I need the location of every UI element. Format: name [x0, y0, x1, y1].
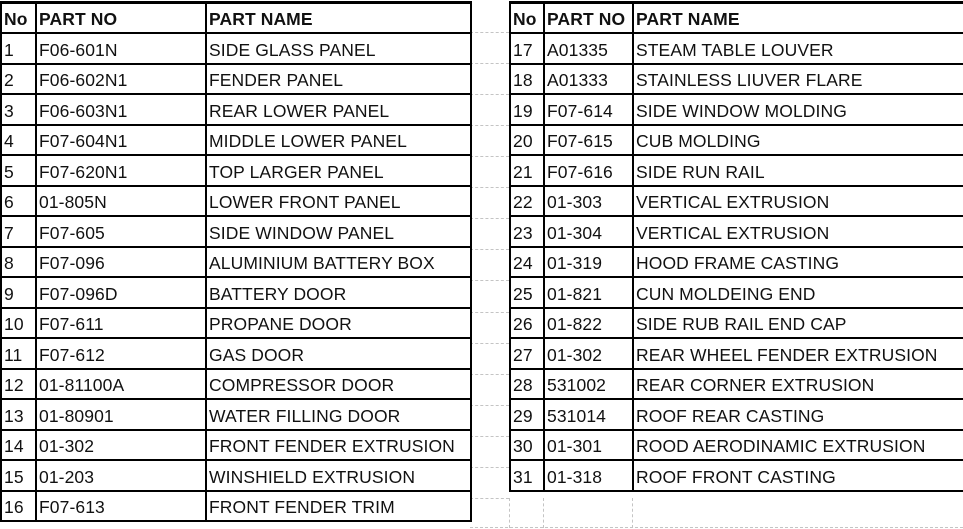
table-row: [1, 460, 471, 491]
cell-part-name: FENDER PANEL: [206, 64, 471, 95]
gridline: [470, 32, 509, 33]
cell-part-name: CUB MOLDING: [633, 125, 963, 156]
column-header-part-name: PART NAME: [633, 3, 963, 34]
table-row: [510, 186, 963, 217]
cell-part-name: FRONT FENDER EXTRUSION: [206, 430, 471, 461]
cell-part-no: F07-614: [544, 94, 633, 125]
cell-part-name: CUN MOLDEING END: [633, 277, 963, 308]
cell-no: 28: [510, 369, 544, 400]
cell-part-name: TOP LARGER PANEL: [206, 155, 471, 186]
gridline: [470, 405, 509, 406]
table-row: [1, 277, 471, 308]
cell-no: 7: [1, 216, 36, 247]
gridline: [470, 280, 509, 281]
table-row: [510, 155, 963, 186]
cell-part-name: SIDE RUB RAIL END CAP: [633, 308, 963, 339]
cell-part-name: MIDDLE LOWER PANEL: [206, 125, 471, 156]
cell-part-no: F07-615: [544, 125, 633, 156]
cell-part-no: F07-616: [544, 155, 633, 186]
cell-no: 22: [510, 186, 544, 217]
cell-part-no: 531002: [544, 369, 633, 400]
cell-no: 24: [510, 247, 544, 278]
gridline: [470, 187, 509, 188]
cell-part-no: 01-302: [544, 338, 633, 369]
cell-no: 3: [1, 94, 36, 125]
cell-no: 27: [510, 338, 544, 369]
cell-part-no: A01333: [544, 64, 633, 95]
cell-part-no: F06-603N1: [36, 94, 206, 125]
cell-part-no: 01-301: [544, 430, 633, 461]
cell-no: 16: [1, 491, 36, 522]
cell-part-no: 01-821: [544, 277, 633, 308]
gridline: [509, 498, 510, 528]
table-row: [510, 216, 963, 247]
parts-table-right: [509, 1, 963, 492]
cell-part-no: F07-096: [36, 247, 206, 278]
cell-no: 12: [1, 369, 36, 400]
table-row: [510, 308, 963, 339]
cell-no: 4: [1, 125, 36, 156]
cell-part-name: PROPANE DOOR: [206, 308, 471, 339]
cell-part-name: ROOD AERODINAMIC EXTRUSION: [633, 430, 963, 461]
cell-no: 5: [1, 155, 36, 186]
column-header-part-no: PART NO: [544, 3, 633, 34]
gridline: [470, 63, 509, 64]
cell-part-no: F07-620N1: [36, 155, 206, 186]
gridline: [470, 436, 509, 437]
cell-part-name: SIDE WINDOW MOLDING: [633, 94, 963, 125]
table-row: [1, 94, 471, 125]
cell-part-name: SIDE GLASS PANEL: [206, 33, 471, 64]
cell-part-no: 01-302: [36, 430, 206, 461]
table-row: [1, 155, 471, 186]
table-row: [510, 64, 963, 95]
cell-part-no: F07-612: [36, 338, 206, 369]
table-row: [1, 33, 471, 64]
table-row: [510, 247, 963, 278]
cell-part-no: F07-604N1: [36, 125, 206, 156]
column-header-part-no: PART NO: [36, 3, 206, 34]
cell-part-name: SIDE RUN RAIL: [633, 155, 963, 186]
cell-part-name: STEAM TABLE LOUVER: [633, 33, 963, 64]
table-row: [1, 430, 471, 461]
cell-part-no: F07-611: [36, 308, 206, 339]
cell-no: 18: [510, 64, 544, 95]
cell-part-no: F06-602N1: [36, 64, 206, 95]
cell-part-name: VERTICAL EXTRUSION: [633, 216, 963, 247]
cell-no: 2: [1, 64, 36, 95]
cell-part-no: 01-81100A: [36, 369, 206, 400]
cell-part-name: GAS DOOR: [206, 338, 471, 369]
cell-part-no: 01-80901: [36, 399, 206, 430]
cell-part-name: WATER FILLING DOOR: [206, 399, 471, 430]
cell-no: 19: [510, 94, 544, 125]
table-row: [510, 338, 963, 369]
gridline: [470, 125, 509, 126]
cell-no: 30: [510, 430, 544, 461]
cell-no: 11: [1, 338, 36, 369]
cell-part-no: 01-319: [544, 247, 633, 278]
cell-part-name: HOOD FRAME CASTING: [633, 247, 963, 278]
cell-no: 29: [510, 399, 544, 430]
cell-no: 25: [510, 277, 544, 308]
table-row: [1, 64, 471, 95]
cell-part-no: F07-605: [36, 216, 206, 247]
cell-no: 14: [1, 430, 36, 461]
table-row: [1, 216, 471, 247]
cell-part-no: 01-318: [544, 460, 633, 491]
table-row: [510, 369, 963, 400]
column-header-no: No: [510, 3, 544, 34]
table-header-row: [510, 3, 963, 34]
table-row: [510, 125, 963, 156]
cell-no: 9: [1, 277, 36, 308]
cell-part-no: 01-822: [544, 308, 633, 339]
cell-part-name: ROOF FRONT CASTING: [633, 460, 963, 491]
table-row: [1, 247, 471, 278]
cell-part-no: 01-203: [36, 460, 206, 491]
cell-no: 10: [1, 308, 36, 339]
table-row: [1, 369, 471, 400]
gridline: [470, 94, 509, 95]
table-row: [1, 186, 471, 217]
cell-part-name: FRONT FENDER TRIM: [206, 491, 471, 522]
cell-part-name: REAR LOWER PANEL: [206, 94, 471, 125]
table-row: [1, 308, 471, 339]
table-row: [1, 125, 471, 156]
cell-part-name: STAINLESS LIUVER FLARE: [633, 64, 963, 95]
gridline: [470, 343, 509, 344]
gridline: [470, 498, 509, 499]
table-row: [510, 94, 963, 125]
parts-table-left: [0, 1, 472, 522]
cell-no: 17: [510, 33, 544, 64]
cell-no: 1: [1, 33, 36, 64]
cell-no: 20: [510, 125, 544, 156]
cell-part-no: A01335: [544, 33, 633, 64]
cell-no: 13: [1, 399, 36, 430]
gridline: [470, 156, 509, 157]
cell-part-no: 531014: [544, 399, 633, 430]
cell-no: 31: [510, 460, 544, 491]
cell-part-no: F07-613: [36, 491, 206, 522]
cell-part-no: F06-601N: [36, 33, 206, 64]
table-row: [510, 460, 963, 491]
gridline: [543, 498, 544, 528]
column-header-part-name: PART NAME: [206, 3, 471, 34]
column-header-no: No: [1, 3, 36, 34]
cell-part-name: VERTICAL EXTRUSION: [633, 186, 963, 217]
gridline: [470, 374, 509, 375]
cell-part-no: 01-805N: [36, 186, 206, 217]
gridline: [470, 467, 509, 468]
cell-no: 15: [1, 460, 36, 491]
cell-no: 23: [510, 216, 544, 247]
table-row: [510, 277, 963, 308]
table-row: [1, 338, 471, 369]
cell-no: 21: [510, 155, 544, 186]
gridline: [470, 312, 509, 313]
cell-part-no: 01-304: [544, 216, 633, 247]
cell-part-name: ALUMINIUM BATTERY BOX: [206, 247, 471, 278]
cell-no: 8: [1, 247, 36, 278]
table-row: [510, 33, 963, 64]
cell-part-name: LOWER FRONT PANEL: [206, 186, 471, 217]
cell-no: 6: [1, 186, 36, 217]
table-row: [510, 399, 963, 430]
cell-part-name: COMPRESSOR DOOR: [206, 369, 471, 400]
table-row: [1, 491, 471, 522]
cell-part-name: BATTERY DOOR: [206, 277, 471, 308]
cell-part-name: SIDE WINDOW PANEL: [206, 216, 471, 247]
cell-part-name: REAR CORNER EXTRUSION: [633, 369, 963, 400]
cell-part-no: 01-303: [544, 186, 633, 217]
cell-part-name: REAR WHEEL FENDER EXTRUSION: [633, 338, 963, 369]
cell-part-name: ROOF REAR CASTING: [633, 399, 963, 430]
cell-part-name: WINSHIELD EXTRUSION: [206, 460, 471, 491]
cell-part-no: F07-096D: [36, 277, 206, 308]
gridline: [470, 249, 509, 250]
cell-no: 26: [510, 308, 544, 339]
table-row: [510, 430, 963, 461]
table-header-row: [1, 3, 471, 34]
gridline: [632, 498, 633, 528]
gridline: [470, 218, 509, 219]
table-row: [1, 399, 471, 430]
